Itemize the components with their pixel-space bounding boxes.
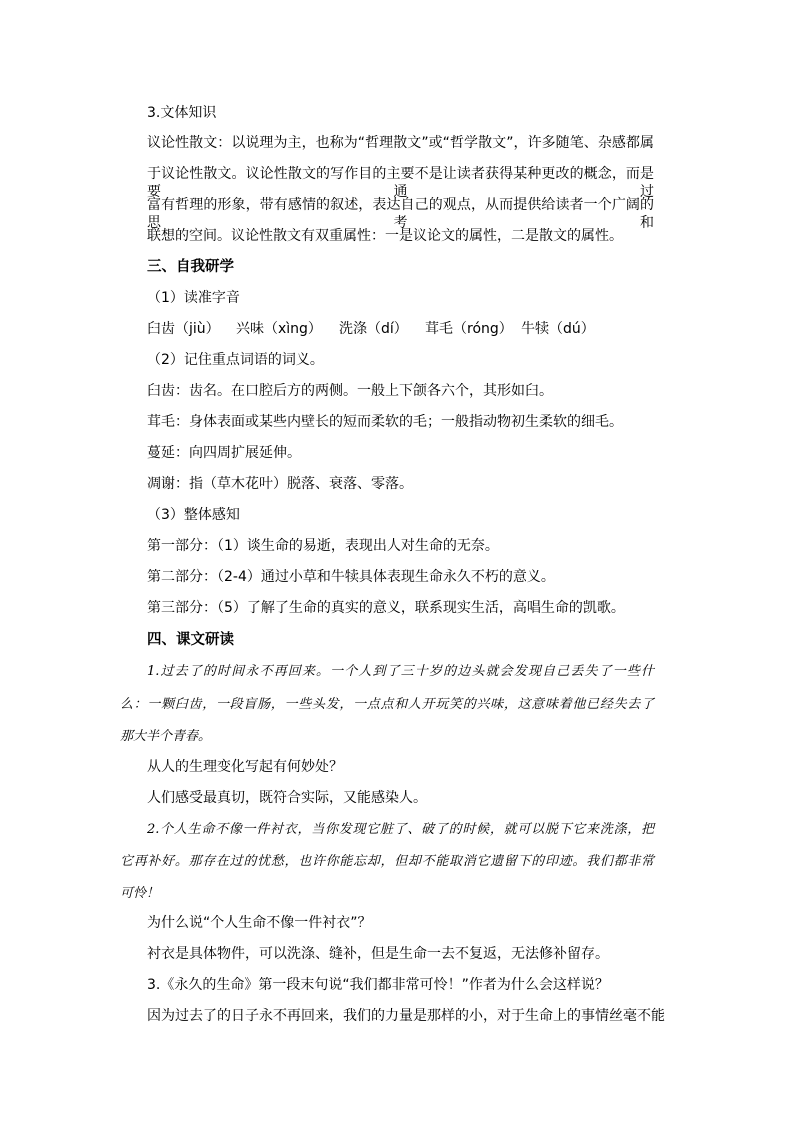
answer: 因为过去了的日子永不再回来，我们的力量是那样的小，对于生命上的事情丝毫不能	[147, 1008, 665, 1024]
paragraph-line: 联想的空间。议论性散文有双重属性：一是议论文的属性，二是散文的属性。	[147, 228, 623, 244]
subsection-label: （3）整体感知	[147, 507, 240, 523]
answer: 人们感受最真切，既符合实际，又能感染人。	[147, 790, 427, 806]
definition-item: 蔓延：向四周扩展延伸。	[147, 445, 301, 461]
subsection-label: （2）记住重点词语的词义。	[147, 352, 324, 368]
question: 为什么说“个人生命不像一件衬衣”？	[147, 915, 372, 931]
quote-line: 1.过去了的时间永不再回来。一个人到了三十岁的边头就会发现自己丢失了一些什	[147, 664, 654, 679]
definition-item: 凋谢：指（草木花叶）脱落、衰落、零落。	[147, 476, 413, 492]
section-title: 3.文体知识	[147, 105, 217, 121]
paragraph-line: 富有哲理的形象，带有感情的叙述，表达自己的观点，从而提供给读者一个广阔的思考和	[147, 197, 654, 231]
part-summary: 第一部分：（1）谈生命的易逝，表现出人对生命的无奈。	[147, 538, 499, 554]
quote-line: 么：一颗臼齿，一段盲肠，一些头发，一点点和人开玩笑的兴味，这意味着他已经失去了	[120, 697, 654, 712]
section-heading: 三、自我研学	[147, 259, 234, 275]
question: 3.《永久的生命》第一段末句说“我们都非常可怜！”作者为什么会这样说？	[147, 977, 609, 993]
pronunciation-word: 臼齿（jiù）	[147, 321, 220, 337]
question: 从人的生理变化写起有何妙处？	[147, 759, 343, 775]
quote-line: 它再补好。那存在过的忧愁，也许你能忘却，但却不能取消它遗留下的印迹。我们都非常	[120, 854, 654, 869]
quote-line: 那大半个青春。	[120, 729, 212, 744]
pronunciation-word: 兴味（xìng）	[236, 321, 322, 337]
pronunciation-word: 洗涤（dí）	[339, 321, 408, 337]
pronunciation-word: 牛犊（dú）	[521, 321, 595, 337]
quote-line: 可怜！	[120, 886, 160, 901]
subsection-label: （1）读准字音	[147, 290, 240, 306]
part-summary: 第三部分：（5）了解了生命的真实的意义，联系现实生活，高唱生命的凯歌。	[147, 600, 625, 616]
part-summary: 第二部分：（2-4）通过小草和牛犊具体表现生命永久不朽的意义。	[147, 569, 555, 585]
section-heading: 四、课文研读	[147, 632, 234, 648]
pronunciation-word: 茸毛（róng）	[425, 321, 513, 337]
paragraph-line: 议论性散文：以说理为主，也称为“哲理散文”或“哲学散文”，许多随笔、杂感都属	[147, 135, 654, 151]
paragraph-line: 于议论性散文。议论性散文的写作目的主要不是让读者获得某种更改的概念，而是要通过	[147, 166, 654, 200]
definition-item: 臼齿：齿名。在口腔后方的两侧。一般上下颌各六个，其形如臼。	[147, 383, 553, 399]
quote-line: 2.个人生命不像一件衬衣，当你发现它脏了、破了的时候，就可以脱下它来洗涤，把	[147, 822, 654, 837]
definition-item: 茸毛：身体表面或某些内壁长的短而柔软的毛；一般指动物初生柔软的细毛。	[147, 414, 623, 430]
answer: 衬衣是具体物件，可以洗涤、缝补，但是生命一去不复返，无法修补留存。	[147, 946, 609, 962]
